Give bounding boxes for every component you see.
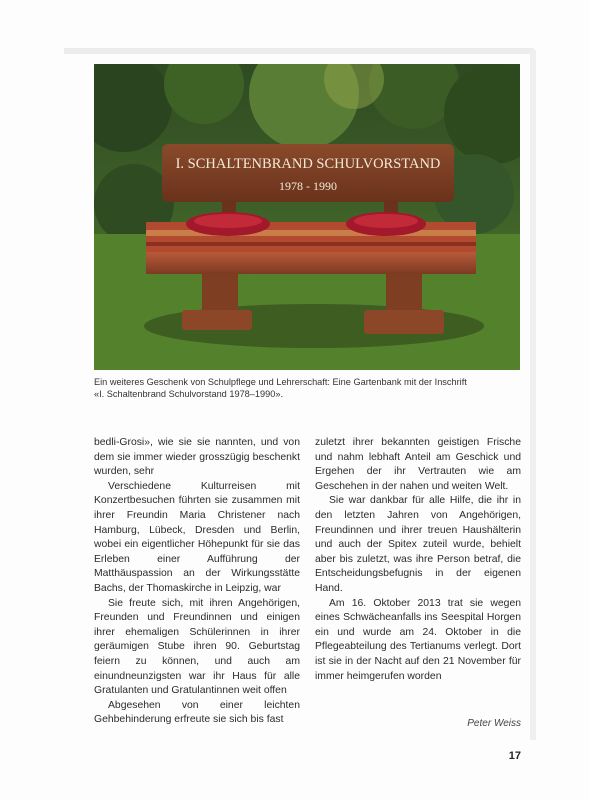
sign-years: 1978 - 1990	[279, 179, 337, 193]
paragraph: Sie war dankbar für alle Hilfe, die ihr in den letzten Jahren von Angehörigen, Freundinnen und ihrer treuen Haushälterin und auch der Spitex zuteil wurde, behielt aber bis zuletzt, was ihre Person betraf, die Entscheidungsbefugnis in der eigenen Hand.	[315, 495, 521, 594]
photo-caption	[94, 376, 524, 400]
paragraph: bedli-Grosi», wie sie sie nannten, und von dem sie immer wieder grosszügig beschenkt wurden, sehr	[94, 437, 300, 478]
bench-illustration	[94, 64, 520, 370]
caption-line-2: «I. Schaltenbrand Schulvorstand 1978–1990».	[94, 389, 283, 399]
paragraph: Verschiedene Kulturreisen mit Konzertbesuchen führten sie zusammen mit ihrer Freundin Maria Christener nach Hamburg, Lübeck, Dresden und Berlin, wobei ein eigentlicher Höhepunkt für sie das Erleben einer Aufführung der Matthäuspassion an der Wirkungsstätte Bachs, der Thomaskirche in Leipzig, war	[94, 480, 300, 594]
paragraph: Am 16. Oktober 2013 trat sie wegen eines Schwächeanfalls ins Seespital Horgen ein und wurde am 24. Oktober in die Pflegeabteilung des Tertianums verlegt. Dort ist sie in der Nacht auf den 21 November für immer heimgerufen worden	[315, 597, 521, 682]
author-name: Peter Weiss	[467, 718, 521, 729]
scan-edge-right	[530, 50, 536, 740]
page-number: 17	[508, 750, 521, 762]
text-column-left	[94, 436, 300, 728]
garden-bench-photo	[94, 64, 520, 370]
paragraph: Sie freute sich, mit ihren Angehörigen, Freunden und Freundinnen und einigen ihrer ehemaligen Schülerinnen in ihrer geräumigen Stube ihren 90. Geburtstag feiern zu können, und auch am einundneunzigsten war ihr Haus für alle Gratulanten und Gratulantinnen weit offen	[94, 597, 300, 697]
paragraph: zuletzt ihrer bekannten geistigen Frische und nahm lebhaft Anteil am Geschick und Ergehen der ihr Vertrauten wie am Geschehen in der nahen und weiten Welt.	[315, 437, 521, 492]
paragraph: Abgesehen von einer leichten Gehbehinderung erfreute sie sich bis fast	[94, 699, 300, 726]
scan-edge-top	[64, 48, 534, 54]
caption-line-1: Ein weiteres Geschenk von Schulpflege und Lehrerschaft: Eine Gartenbank mit der Inschrift	[94, 377, 467, 387]
text-column-right	[315, 436, 521, 684]
sign-inscription: I. SCHALTENBRAND SCHULVORSTAND	[175, 156, 441, 172]
